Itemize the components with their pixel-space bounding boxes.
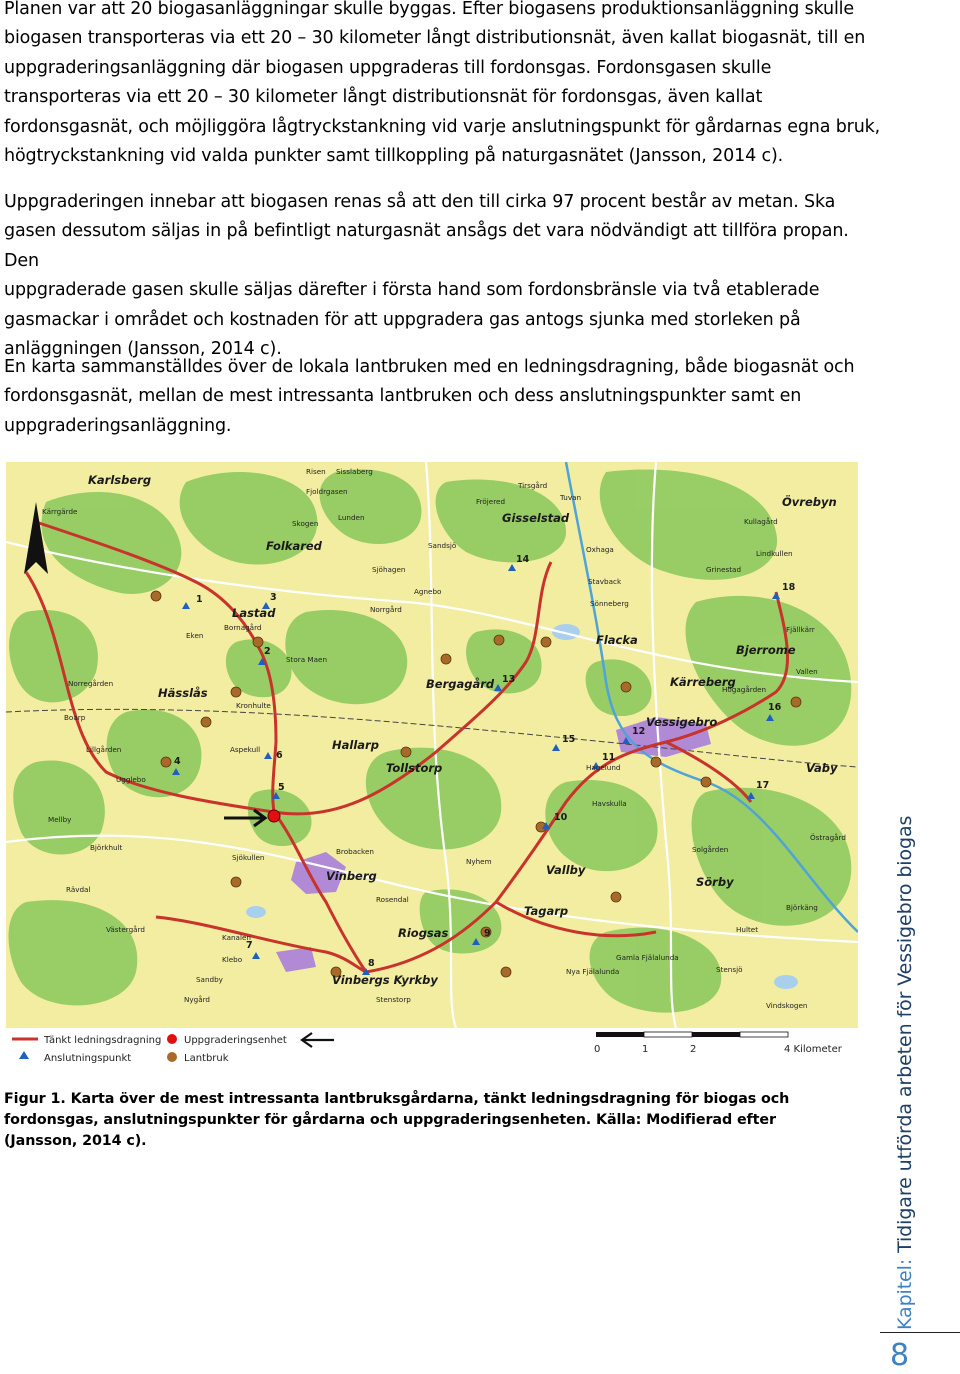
text-line: En karta sammanställdes över de lokala lantbruken med en ledningsdragning, både biogasnät och [4, 357, 855, 377]
small-place-label: Solgården [692, 845, 729, 854]
small-place-label: Aspekull [230, 745, 261, 754]
point-number: 12 [632, 726, 646, 737]
point-number: 11 [602, 752, 616, 763]
scale-tick: 1 [642, 1044, 649, 1055]
small-place-label: Nygård [184, 995, 210, 1004]
small-place-label: Sönneberg [590, 599, 629, 608]
caption-text: Karta över de mest intressanta lantbruksgårdarna, tänkt ledningsdragning för biogas och fordonsgas, anslutningspunkter för gårdarna och uppgraderingsenheten. Källa: Modifierad efter (Jansson, 2014 c). [4, 1091, 790, 1149]
small-place-label: Havskulla [592, 799, 627, 808]
small-place-label: Sandsjö [428, 541, 457, 550]
legend-connection-point: Anslutningspunkt [44, 1053, 132, 1064]
small-place-label: Nya Fjälalunda [566, 967, 620, 976]
map-legend [6, 1028, 858, 1070]
small-place-label: Nyhem [466, 857, 492, 866]
map-canvas [6, 462, 858, 1070]
place-label: Kärreberg [670, 675, 736, 689]
text-line: uppgraderingsanläggning. [4, 415, 232, 436]
caption-label: Figur 1. [4, 1091, 66, 1107]
place-label: Vallby [546, 863, 586, 877]
small-place-label: Agnebo [414, 587, 442, 596]
page-number-divider [880, 1332, 960, 1333]
small-place-label: Rosendal [376, 895, 409, 904]
small-place-label: Björkäng [786, 903, 818, 912]
text-line: fordonsgasnät, och möjliggöra lågtryckstankning vid varje anslutningspunkt för gårdarnas egna bruk, [4, 116, 881, 137]
small-place-label: Lunden [338, 513, 365, 522]
text-line: uppgraderingsanläggning där biogasen uppgraderas till fordonsgas. Fordonsgasen skulle [4, 57, 772, 78]
small-place-label: Fröjered [476, 497, 506, 506]
upgrading-unit-marker [268, 810, 280, 822]
point-number: 2 [264, 646, 271, 657]
small-place-label: Västergård [106, 925, 145, 934]
point-number: 1 [196, 594, 203, 605]
place-label: Vinberg [326, 869, 377, 883]
point-number: 18 [782, 582, 796, 593]
small-place-label: Lindkullen [756, 549, 793, 558]
small-place-label: Hagelund [586, 763, 621, 772]
scale-tick: 0 [594, 1044, 601, 1055]
point-number: 8 [368, 958, 375, 969]
place-label: Gisselstad [502, 511, 570, 525]
place-label: Riogsas [398, 926, 449, 940]
text-line: gasen dessutom säljas in på befintligt naturgasnät ansågs det vara nödvändigt att tillföra propan. Den [4, 221, 849, 271]
text-line: anläggningen (Jansson, 2014 c). [4, 339, 282, 360]
small-place-label: Mellby [48, 815, 72, 824]
small-place-label: Kullagård [744, 517, 778, 526]
place-label: Hässlås [158, 686, 208, 700]
point-number: 9 [484, 928, 491, 939]
legend-upgrading-icon [167, 1034, 177, 1044]
point-number: 3 [270, 592, 277, 603]
place-label: Tagarp [524, 904, 569, 918]
text-line: fordonsgasnät, mellan de mest intressanta lantbruken och dess anslutningspunkter samt en [4, 386, 802, 407]
text-line: Planen var att 20 biogasanläggningar skulle byggas. Efter biogasens produktionsanläggning skulle [4, 0, 855, 19]
place-label: Sörby [696, 875, 734, 889]
text-line: Uppgraderingen innebar att biogasen renas så att den till cirka 97 procent består av metan. Ska [4, 192, 836, 212]
place-label: Karlsberg [88, 473, 152, 487]
small-place-label: Kärrgärde [42, 507, 78, 516]
paragraph-3 [4, 353, 884, 441]
place-label: Vinbergs Kyrkby [332, 973, 438, 987]
place-label: Folkared [266, 539, 322, 553]
small-place-label: Norregården [68, 679, 114, 688]
legend-farm: Lantbruk [184, 1053, 229, 1064]
place-label: Bergagård [426, 677, 495, 691]
small-place-label: Bornagård [224, 623, 262, 632]
text-line: uppgraderade gasen skulle säljas därefter i första hand som fordonsbränsle via två etablerade [4, 280, 820, 301]
small-place-label: Björkhult [90, 843, 123, 852]
chapter-heading [890, 816, 920, 1330]
place-label: Vaby [806, 761, 838, 775]
place-label: Övrebyn [782, 495, 837, 509]
small-place-label: Stora Maen [286, 655, 328, 664]
chapter-label: Kapitel: [894, 1258, 916, 1330]
scale-end-label: 4 Kilometer [784, 1044, 842, 1055]
place-label: Flacka [596, 633, 638, 647]
small-place-label: Ugglebo [116, 775, 146, 784]
small-place-label: Skogen [292, 519, 319, 528]
small-place-label: Tirsgård [518, 481, 548, 490]
small-place-label: Vallen [796, 667, 818, 676]
page-number: 8 [890, 1338, 910, 1373]
text-line: transporteras via ett 20 – 30 kilometer långt distributionsnät för fordonsgas, även kallat [4, 87, 763, 108]
point-number: 4 [174, 756, 181, 767]
point-number: 15 [562, 734, 576, 745]
point-number: 6 [276, 750, 283, 761]
small-place-label: Klebo [222, 955, 243, 964]
small-place-label: Gamla Fjälalunda [616, 953, 679, 962]
small-place-label: Eken [186, 631, 204, 640]
small-place-label: Fjoldrgasen [306, 487, 348, 496]
scale-tick: 2 [690, 1044, 697, 1055]
figure-caption [4, 1089, 804, 1152]
small-place-label: Fjällkärr [786, 625, 815, 634]
legend-planned-line: Tänkt ledningsdragning [44, 1035, 162, 1046]
map-figure [6, 462, 858, 1070]
small-place-label: Brobacken [336, 847, 374, 856]
small-place-label: Lillgården [86, 745, 122, 754]
point-number: 13 [502, 674, 516, 685]
paragraph-2 [4, 188, 884, 364]
place-label: Lastad [232, 606, 276, 620]
text-line: högtryckstankning vid valda punkter samt tillkoppling på naturgasnätet (Jansson, 2014 c). [4, 146, 784, 167]
small-place-label: Östragård [810, 833, 846, 842]
small-place-label: Hultet [736, 925, 759, 934]
place-label: Vessigebro [646, 715, 718, 729]
point-number: 17 [756, 780, 770, 791]
place-label: Hallarp [332, 738, 379, 752]
small-place-label: Tuvan [560, 493, 582, 502]
small-place-label: Vindskogen [766, 1001, 808, 1010]
point-number: 14 [516, 554, 530, 565]
point-number: 7 [246, 940, 253, 951]
chapter-title: Tidigare utförda arbeten för Vessigebro biogas [894, 815, 916, 1259]
small-place-label: Norrgård [370, 605, 402, 614]
place-label: Tollstorp [386, 761, 443, 775]
legend-farm-icon [167, 1052, 177, 1062]
small-place-label: Sjökullen [232, 853, 265, 862]
place-label: Bjerrome [736, 643, 796, 657]
small-place-label: Boarp [64, 713, 86, 722]
small-place-label: Stenstorp [376, 995, 411, 1004]
point-number: 10 [554, 812, 568, 823]
small-place-label: Kanalen [222, 933, 251, 942]
small-place-label: Sandby [196, 975, 223, 984]
paragraph-1 [4, 0, 884, 171]
small-place-label: Högagården [722, 685, 767, 694]
small-place-label: Grinestad [706, 565, 742, 574]
point-number: 5 [278, 782, 285, 793]
small-place-label: Kronhulte [236, 701, 271, 710]
small-place-label: Sisslaberg [336, 467, 373, 476]
legend-upgrading-unit: Uppgraderingsenhet [184, 1035, 287, 1046]
small-place-label: Risen [306, 467, 326, 476]
small-place-label: Rävdal [66, 885, 91, 894]
small-place-label: Oxhaga [586, 545, 614, 554]
text-line: gasmackar i området och kostnaden för att uppgradera gas antogs sjunka med storleken på [4, 309, 801, 330]
small-place-label: Stensjö [716, 965, 743, 974]
text-line: biogasen transporteras via ett 20 – 30 kilometer långt distributionsnät, även kallat biogasnät, till en [4, 28, 866, 49]
small-place-label: Stavback [588, 577, 622, 586]
small-place-label: Sjöhagen [372, 565, 406, 574]
point-number: 16 [768, 702, 782, 713]
